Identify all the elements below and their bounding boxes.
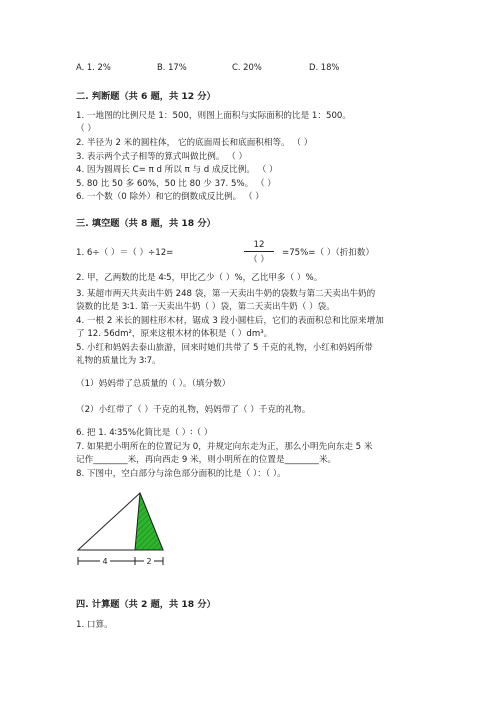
option-b: B. 17% [157,62,187,72]
judgement-q1-line1: 1. 一地图的比例尺是 1：500，则图上面积与实际面积的比是 1：500。 [76,111,351,121]
option-a: A. 1. 2% [76,62,111,72]
section-title-calculation: 四. 计算题（共 2 题，共 18 分） [76,599,216,610]
option-c: C. 20% [232,62,262,72]
dimension-label-right: 2 [146,557,152,566]
triangle-figure [70,485,190,575]
fill-q3-line1: 3. 某超市两天共卖出牛奶 248 袋，第一天卖出牛奶的袋数与第二天卖出牛奶的 [76,289,376,299]
judgement-q4: 4. 因为圆周长 C= π d 所以 π 与 d 成反比例。 （ ） [76,165,278,175]
fill-q5-sub1: （1）妈妈带了总质量的（ ）。（填分数） [76,379,231,389]
shaded-triangle [135,493,163,550]
fill-q1-fraction [244,240,274,265]
judgement-q3: 3. 表示两个式子相等的算式叫做比例。 （ ） [76,152,248,162]
fill-q4-line1: 4. 一根 2 米长的圆柱形木材，锯成 3 段小圆柱后，它们的表面积总和比原来增加 [76,316,384,326]
fill-q5-sub2: （2）小红带了（ ）千克的礼物，妈妈带了（ ）千克的礼物。 [76,405,311,415]
fill-q8: 8. 下图中，空白部分与涂色部分面积的比是（ ）：（ ）。 [76,469,286,479]
judgement-q2: 2. 半径为 2 米的圆柱体， 它的底面周长和底面积相等。 （ ） [76,138,313,148]
fill-q2: 2. 甲，乙两数的比是 4∶5，甲比乙少（ ）%，乙比甲多（ ）%。 [76,273,323,283]
calc-q1: 1. 口算。 [76,620,113,630]
fraction-denominator: （ ） [249,255,269,265]
fraction-numerator: 12 [244,240,274,252]
option-d: D. 18% [309,62,340,72]
fill-q1-right: =75%=（ ）（折扣数） [282,248,375,258]
dimension-label-left: 4 [102,557,108,566]
fill-q5-line1: 5. 小红和妈妈去泰山旅游，回来时她们共带了 5 千克的礼物，小红和妈妈所带 [76,343,373,353]
fill-q4-line2: 了 12. 56dm²，原来这根木材的体积是（ ）dm³。 [76,329,273,339]
fill-q5-line2: 礼物的质量比为 3∶7。 [76,356,161,366]
section-title-judgement: 二. 判断题（共 6 题，共 12 分） [76,91,216,102]
judgement-q6: 6. 一个数（0 除外）和它的倒数成反比例。 （ ） [76,192,264,202]
judgement-q1-line2: （ ） [76,124,96,134]
fill-q1-left: 1. 6÷（ ）＝（ ）÷12= [76,248,174,258]
judgement-q5: 5. 80 比 50 多 60%，50 比 80 少 37. 5%。 （ ） [76,179,276,189]
fill-q7-line2: 记作________米，再向西走 9 米，则小明所在的位置是________米。 [76,455,337,465]
fill-q7-line1: 7. 如果把小明所在的位置记为 0，并规定向东走为正，那么小明先向东走 5 米 [76,442,373,452]
fill-q3-line2: 袋数的比是 3∶1. 第一天卖出牛奶（ ）袋，第二天卖出牛奶（ ）袋。 [76,302,335,312]
section-title-fill-in: 三. 填空题（共 8 题，共 18 分） [76,218,216,229]
fill-q6: 6. 把 1. 4∶35%化简比是（ ）∶（ ） [76,428,213,438]
